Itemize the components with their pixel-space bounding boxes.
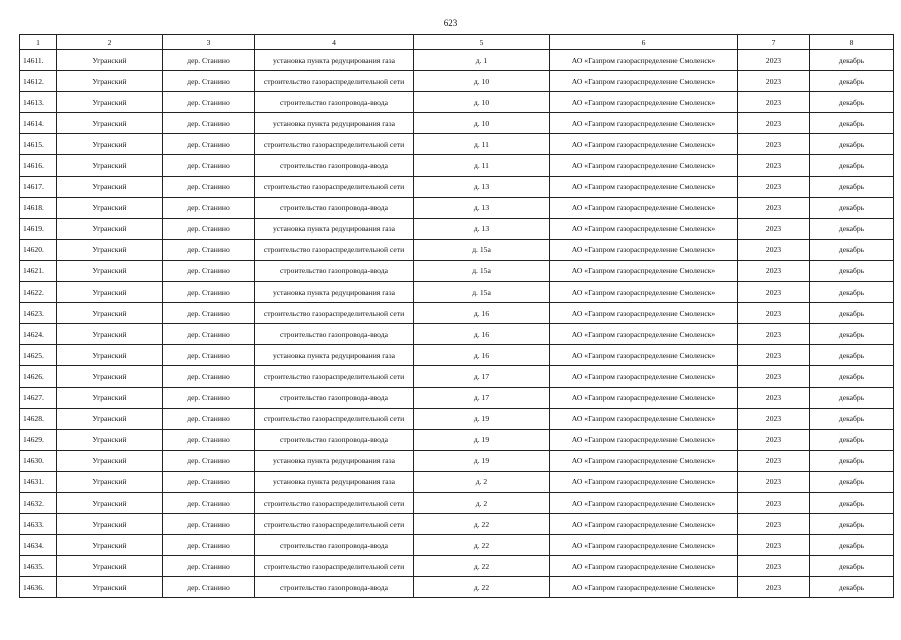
cell-year: 2023 bbox=[738, 113, 810, 134]
cell-month: декабрь bbox=[810, 71, 894, 92]
cell-settlement: дер. Станино bbox=[163, 408, 255, 429]
cell-address: д. 16 bbox=[414, 345, 550, 366]
table-row bbox=[20, 303, 894, 324]
cell-address: д. 10 bbox=[414, 71, 550, 92]
cell-address: д. 17 bbox=[414, 366, 550, 387]
cell-settlement: дер. Станино bbox=[163, 303, 255, 324]
cell-row-number: 14616. bbox=[20, 155, 57, 176]
cell-district: Угранский bbox=[57, 176, 163, 197]
cell-district: Угранский bbox=[57, 218, 163, 239]
header-cell-1: 1 bbox=[20, 35, 57, 50]
cell-organization: АО «Газпром газораспределение Смоленск» bbox=[550, 282, 738, 303]
cell-work-type: установка пункта редуцирования газа bbox=[255, 471, 414, 492]
cell-settlement: дер. Станино bbox=[163, 429, 255, 450]
cell-year: 2023 bbox=[738, 345, 810, 366]
cell-address: д. 19 bbox=[414, 450, 550, 471]
cell-district: Угранский bbox=[57, 514, 163, 535]
cell-work-type: строительство газопровода-ввода bbox=[255, 197, 414, 218]
cell-row-number: 14622. bbox=[20, 282, 57, 303]
table-row bbox=[20, 408, 894, 429]
cell-year: 2023 bbox=[738, 492, 810, 513]
cell-work-type: установка пункта редуцирования газа bbox=[255, 345, 414, 366]
cell-row-number: 14615. bbox=[20, 134, 57, 155]
cell-organization: АО «Газпром газораспределение Смоленск» bbox=[550, 113, 738, 134]
cell-month: декабрь bbox=[810, 408, 894, 429]
cell-month: декабрь bbox=[810, 535, 894, 556]
cell-month: декабрь bbox=[810, 155, 894, 176]
cell-settlement: дер. Станино bbox=[163, 577, 255, 598]
table-row bbox=[20, 92, 894, 113]
cell-month: декабрь bbox=[810, 239, 894, 260]
cell-address: д. 2 bbox=[414, 492, 550, 513]
cell-row-number: 14627. bbox=[20, 387, 57, 408]
cell-month: декабрь bbox=[810, 113, 894, 134]
cell-district: Угранский bbox=[57, 387, 163, 408]
cell-work-type: строительство газораспределительной сети bbox=[255, 492, 414, 513]
table-body bbox=[20, 50, 894, 598]
cell-work-type: установка пункта редуцирования газа bbox=[255, 50, 414, 71]
cell-settlement: дер. Станино bbox=[163, 366, 255, 387]
table-row bbox=[20, 71, 894, 92]
cell-address: д. 15а bbox=[414, 260, 550, 281]
cell-settlement: дер. Станино bbox=[163, 535, 255, 556]
cell-month: декабрь bbox=[810, 345, 894, 366]
cell-address: д. 13 bbox=[414, 197, 550, 218]
cell-district: Угранский bbox=[57, 113, 163, 134]
cell-row-number: 14617. bbox=[20, 176, 57, 197]
cell-row-number: 14624. bbox=[20, 324, 57, 345]
cell-organization: АО «Газпром газораспределение Смоленск» bbox=[550, 218, 738, 239]
table-row bbox=[20, 176, 894, 197]
table-header bbox=[20, 35, 894, 50]
cell-address: д. 1 bbox=[414, 50, 550, 71]
table-row bbox=[20, 50, 894, 71]
cell-row-number: 14635. bbox=[20, 556, 57, 577]
cell-address: д. 15а bbox=[414, 282, 550, 303]
cell-district: Угранский bbox=[57, 366, 163, 387]
cell-row-number: 14620. bbox=[20, 239, 57, 260]
cell-district: Угранский bbox=[57, 577, 163, 598]
table-row bbox=[20, 492, 894, 513]
cell-address: д. 15а bbox=[414, 239, 550, 260]
cell-year: 2023 bbox=[738, 218, 810, 239]
cell-month: декабрь bbox=[810, 471, 894, 492]
cell-month: декабрь bbox=[810, 197, 894, 218]
cell-district: Угранский bbox=[57, 450, 163, 471]
cell-year: 2023 bbox=[738, 408, 810, 429]
cell-district: Угранский bbox=[57, 50, 163, 71]
cell-district: Угранский bbox=[57, 408, 163, 429]
cell-work-type: строительство газопровода-ввода bbox=[255, 155, 414, 176]
cell-organization: АО «Газпром газораспределение Смоленск» bbox=[550, 450, 738, 471]
header-cell-8: 8 bbox=[810, 35, 894, 50]
table-row bbox=[20, 577, 894, 598]
cell-organization: АО «Газпром газораспределение Смоленск» bbox=[550, 492, 738, 513]
cell-district: Угранский bbox=[57, 556, 163, 577]
cell-year: 2023 bbox=[738, 176, 810, 197]
cell-settlement: дер. Станино bbox=[163, 50, 255, 71]
cell-row-number: 14630. bbox=[20, 450, 57, 471]
cell-row-number: 14629. bbox=[20, 429, 57, 450]
cell-row-number: 14612. bbox=[20, 71, 57, 92]
cell-settlement: дер. Станино bbox=[163, 239, 255, 260]
cell-settlement: дер. Станино bbox=[163, 324, 255, 345]
cell-organization: АО «Газпром газораспределение Смоленск» bbox=[550, 239, 738, 260]
cell-organization: АО «Газпром газораспределение Смоленск» bbox=[550, 535, 738, 556]
cell-organization: АО «Газпром газораспределение Смоленск» bbox=[550, 197, 738, 218]
cell-year: 2023 bbox=[738, 429, 810, 450]
table-row bbox=[20, 535, 894, 556]
cell-month: декабрь bbox=[810, 514, 894, 535]
cell-year: 2023 bbox=[738, 134, 810, 155]
cell-address: д. 13 bbox=[414, 176, 550, 197]
cell-month: декабрь bbox=[810, 450, 894, 471]
cell-organization: АО «Газпром газораспределение Смоленск» bbox=[550, 387, 738, 408]
cell-year: 2023 bbox=[738, 92, 810, 113]
table-row bbox=[20, 366, 894, 387]
cell-address: д. 16 bbox=[414, 303, 550, 324]
cell-month: декабрь bbox=[810, 324, 894, 345]
table-row bbox=[20, 471, 894, 492]
cell-row-number: 14636. bbox=[20, 577, 57, 598]
cell-month: декабрь bbox=[810, 218, 894, 239]
cell-month: декабрь bbox=[810, 303, 894, 324]
cell-year: 2023 bbox=[738, 450, 810, 471]
register-table bbox=[19, 34, 894, 598]
cell-month: декабрь bbox=[810, 176, 894, 197]
cell-work-type: строительство газораспределительной сети bbox=[255, 71, 414, 92]
cell-year: 2023 bbox=[738, 50, 810, 71]
cell-year: 2023 bbox=[738, 260, 810, 281]
cell-year: 2023 bbox=[738, 535, 810, 556]
cell-district: Угранский bbox=[57, 134, 163, 155]
cell-month: декабрь bbox=[810, 282, 894, 303]
cell-month: декабрь bbox=[810, 134, 894, 155]
cell-year: 2023 bbox=[738, 239, 810, 260]
cell-row-number: 14621. bbox=[20, 260, 57, 281]
cell-address: д. 22 bbox=[414, 556, 550, 577]
cell-row-number: 14628. bbox=[20, 408, 57, 429]
cell-organization: АО «Газпром газораспределение Смоленск» bbox=[550, 366, 738, 387]
cell-month: декабрь bbox=[810, 260, 894, 281]
cell-work-type: строительство газопровода-ввода bbox=[255, 577, 414, 598]
cell-settlement: дер. Станино bbox=[163, 113, 255, 134]
cell-month: декабрь bbox=[810, 92, 894, 113]
cell-month: декабрь bbox=[810, 556, 894, 577]
table-row bbox=[20, 556, 894, 577]
cell-address: д. 16 bbox=[414, 324, 550, 345]
cell-district: Угранский bbox=[57, 429, 163, 450]
cell-work-type: строительство газораспределительной сети bbox=[255, 134, 414, 155]
cell-row-number: 14632. bbox=[20, 492, 57, 513]
cell-year: 2023 bbox=[738, 282, 810, 303]
cell-organization: АО «Газпром газораспределение Смоленск» bbox=[550, 556, 738, 577]
page-number: 623 bbox=[443, 18, 458, 28]
cell-settlement: дер. Станино bbox=[163, 345, 255, 366]
cell-organization: АО «Газпром газораспределение Смоленск» bbox=[550, 260, 738, 281]
cell-address: д. 11 bbox=[414, 134, 550, 155]
header-cell-7: 7 bbox=[738, 35, 810, 50]
cell-district: Угранский bbox=[57, 92, 163, 113]
cell-settlement: дер. Станино bbox=[163, 260, 255, 281]
cell-district: Угранский bbox=[57, 324, 163, 345]
cell-month: декабрь bbox=[810, 50, 894, 71]
cell-work-type: строительство газораспределительной сети bbox=[255, 514, 414, 535]
header-row bbox=[20, 35, 894, 50]
cell-settlement: дер. Станино bbox=[163, 155, 255, 176]
cell-organization: АО «Газпром газораспределение Смоленск» bbox=[550, 429, 738, 450]
cell-work-type: строительство газораспределительной сети bbox=[255, 303, 414, 324]
cell-year: 2023 bbox=[738, 197, 810, 218]
cell-year: 2023 bbox=[738, 514, 810, 535]
cell-year: 2023 bbox=[738, 471, 810, 492]
cell-row-number: 14623. bbox=[20, 303, 57, 324]
header-cell-2: 2 bbox=[57, 35, 163, 50]
cell-organization: АО «Газпром газораспределение Смоленск» bbox=[550, 324, 738, 345]
cell-organization: АО «Газпром газораспределение Смоленск» bbox=[550, 50, 738, 71]
cell-address: д. 19 bbox=[414, 429, 550, 450]
cell-settlement: дер. Станино bbox=[163, 387, 255, 408]
cell-settlement: дер. Станино bbox=[163, 71, 255, 92]
cell-settlement: дер. Станино bbox=[163, 134, 255, 155]
table-row bbox=[20, 429, 894, 450]
table-row bbox=[20, 387, 894, 408]
cell-address: д. 19 bbox=[414, 408, 550, 429]
table-row bbox=[20, 282, 894, 303]
cell-month: декабрь bbox=[810, 577, 894, 598]
cell-address: д. 17 bbox=[414, 387, 550, 408]
cell-row-number: 14614. bbox=[20, 113, 57, 134]
cell-year: 2023 bbox=[738, 556, 810, 577]
cell-settlement: дер. Станино bbox=[163, 282, 255, 303]
cell-district: Угранский bbox=[57, 345, 163, 366]
cell-address: д. 10 bbox=[414, 113, 550, 134]
table-row bbox=[20, 514, 894, 535]
header-cell-3: 3 bbox=[163, 35, 255, 50]
cell-row-number: 14618. bbox=[20, 197, 57, 218]
header-cell-6: 6 bbox=[550, 35, 738, 50]
cell-row-number: 14613. bbox=[20, 92, 57, 113]
cell-month: декабрь bbox=[810, 429, 894, 450]
cell-year: 2023 bbox=[738, 387, 810, 408]
cell-organization: АО «Газпром газораспределение Смоленск» bbox=[550, 514, 738, 535]
table-row bbox=[20, 197, 894, 218]
cell-work-type: строительство газопровода-ввода bbox=[255, 387, 414, 408]
cell-organization: АО «Газпром газораспределение Смоленск» bbox=[550, 71, 738, 92]
cell-organization: АО «Газпром газораспределение Смоленск» bbox=[550, 408, 738, 429]
cell-work-type: строительство газораспределительной сети bbox=[255, 176, 414, 197]
cell-year: 2023 bbox=[738, 155, 810, 176]
cell-settlement: дер. Станино bbox=[163, 492, 255, 513]
header-cell-4: 4 bbox=[255, 35, 414, 50]
table-row bbox=[20, 239, 894, 260]
cell-district: Угранский bbox=[57, 535, 163, 556]
cell-work-type: строительство газораспределительной сети bbox=[255, 366, 414, 387]
cell-organization: АО «Газпром газораспределение Смоленск» bbox=[550, 134, 738, 155]
cell-row-number: 14626. bbox=[20, 366, 57, 387]
cell-row-number: 14619. bbox=[20, 218, 57, 239]
cell-work-type: строительство газораспределительной сети bbox=[255, 556, 414, 577]
cell-work-type: установка пункта редуцирования газа bbox=[255, 113, 414, 134]
cell-settlement: дер. Станино bbox=[163, 556, 255, 577]
cell-year: 2023 bbox=[738, 366, 810, 387]
cell-organization: АО «Газпром газораспределение Смоленск» bbox=[550, 577, 738, 598]
header-cell-5: 5 bbox=[414, 35, 550, 50]
cell-address: д. 22 bbox=[414, 577, 550, 598]
cell-work-type: строительство газопровода-ввода bbox=[255, 535, 414, 556]
cell-district: Угранский bbox=[57, 155, 163, 176]
table-row bbox=[20, 450, 894, 471]
cell-settlement: дер. Станино bbox=[163, 92, 255, 113]
cell-district: Угранский bbox=[57, 492, 163, 513]
cell-row-number: 14634. bbox=[20, 535, 57, 556]
cell-year: 2023 bbox=[738, 324, 810, 345]
cell-work-type: строительство газопровода-ввода bbox=[255, 324, 414, 345]
cell-work-type: строительство газопровода-ввода bbox=[255, 260, 414, 281]
table-row bbox=[20, 345, 894, 366]
cell-settlement: дер. Станино bbox=[163, 514, 255, 535]
cell-work-type: установка пункта редуцирования газа bbox=[255, 450, 414, 471]
cell-work-type: строительство газопровода-ввода bbox=[255, 429, 414, 450]
cell-year: 2023 bbox=[738, 577, 810, 598]
cell-district: Угранский bbox=[57, 197, 163, 218]
cell-work-type: строительство газораспределительной сети bbox=[255, 408, 414, 429]
cell-address: д. 13 bbox=[414, 218, 550, 239]
cell-district: Угранский bbox=[57, 260, 163, 281]
cell-row-number: 14631. bbox=[20, 471, 57, 492]
cell-address: д. 10 bbox=[414, 92, 550, 113]
table-row bbox=[20, 218, 894, 239]
cell-organization: АО «Газпром газораспределение Смоленск» bbox=[550, 176, 738, 197]
cell-settlement: дер. Станино bbox=[163, 197, 255, 218]
cell-address: д. 11 bbox=[414, 155, 550, 176]
cell-work-type: установка пункта редуцирования газа bbox=[255, 218, 414, 239]
cell-settlement: дер. Станино bbox=[163, 218, 255, 239]
cell-settlement: дер. Станино bbox=[163, 176, 255, 197]
cell-district: Угранский bbox=[57, 471, 163, 492]
cell-row-number: 14625. bbox=[20, 345, 57, 366]
cell-organization: АО «Газпром газораспределение Смоленск» bbox=[550, 303, 738, 324]
cell-work-type: строительство газораспределительной сети bbox=[255, 239, 414, 260]
cell-year: 2023 bbox=[738, 303, 810, 324]
cell-organization: АО «Газпром газораспределение Смоленск» bbox=[550, 155, 738, 176]
cell-district: Угранский bbox=[57, 71, 163, 92]
cell-settlement: дер. Станино bbox=[163, 450, 255, 471]
cell-organization: АО «Газпром газораспределение Смоленск» bbox=[550, 345, 738, 366]
cell-month: декабрь bbox=[810, 492, 894, 513]
cell-district: Угранский bbox=[57, 239, 163, 260]
cell-organization: АО «Газпром газораспределение Смоленск» bbox=[550, 92, 738, 113]
cell-district: Угранский bbox=[57, 303, 163, 324]
cell-work-type: строительство газопровода-ввода bbox=[255, 92, 414, 113]
cell-organization: АО «Газпром газораспределение Смоленск» bbox=[550, 471, 738, 492]
table-row bbox=[20, 134, 894, 155]
cell-address: д. 22 bbox=[414, 535, 550, 556]
cell-year: 2023 bbox=[738, 71, 810, 92]
cell-row-number: 14633. bbox=[20, 514, 57, 535]
cell-district: Угранский bbox=[57, 282, 163, 303]
cell-address: д. 22 bbox=[414, 514, 550, 535]
table-row bbox=[20, 113, 894, 134]
cell-row-number: 14611. bbox=[20, 50, 57, 71]
table-row bbox=[20, 155, 894, 176]
table-row bbox=[20, 260, 894, 281]
cell-month: декабрь bbox=[810, 387, 894, 408]
cell-settlement: дер. Станино bbox=[163, 471, 255, 492]
cell-work-type: установка пункта редуцирования газа bbox=[255, 282, 414, 303]
cell-month: декабрь bbox=[810, 366, 894, 387]
cell-address: д. 2 bbox=[414, 471, 550, 492]
table-row bbox=[20, 324, 894, 345]
